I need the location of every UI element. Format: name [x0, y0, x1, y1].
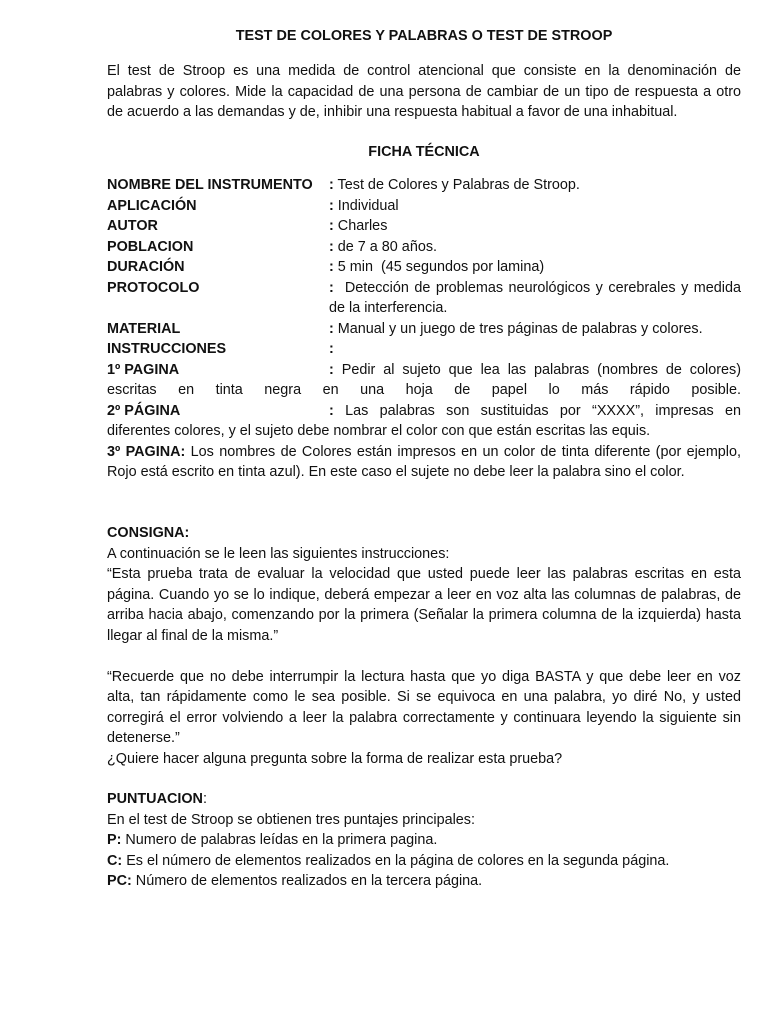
puntuacion-key: PC:: [107, 873, 132, 889]
ficha-colon: :: [329, 361, 334, 378]
intro-paragraph: El test de Stroop es una medida de control atencional que consiste en la denominación de palabras y colores. Mide la capacidad de una persona de cambiar de un tipo de respuesta a otro de acuerdo a las demandas y de, inhibir una respuesta habitual a favor de una inhabitual.: [107, 63, 741, 120]
ficha-row-autor: [107, 216, 741, 237]
ficha-label: DURACIÓN: [107, 259, 185, 275]
puntuacion-text: Número de elementos realizados en la tercera página.: [135, 873, 483, 889]
ficha-label: POBLACION: [107, 238, 194, 255]
ficha-row-poblacion: [107, 237, 741, 258]
puntuacion-heading-line: [107, 789, 741, 810]
ficha-row-duracion: [107, 257, 741, 278]
ficha-value: Pedir al sujeto que lea las palabras (nombres de colores): [341, 361, 741, 378]
ficha-label: NOMBRE DEL INSTRUMENTO: [107, 177, 313, 193]
ficha-label: 2º PÁGINA: [107, 402, 181, 419]
puntuacion-item: [107, 830, 741, 851]
ficha-label: APLICACIÓN: [107, 197, 197, 214]
ficha-colon: :: [329, 259, 334, 275]
ficha-label: PROTOCOLO: [107, 279, 200, 296]
puntuacion-heading-colon: :: [202, 791, 207, 807]
puntuacion-text: Es el número de elementos realizados en la página de colores en la segunda página.: [126, 852, 670, 869]
puntuacion-item: [107, 851, 741, 872]
ficha-value: Manual y un juego de tres páginas de palabras y colores.: [337, 320, 703, 337]
consigna-quote-2: “Recuerde que no debe interrumpir la lectura hasta que yo diga BASTA y que debe leer en voz alta, tan rápidamente como le sea posible. Si se equivoca en una palabra, yo diré No, y usted corregirá el error volviendo a leer la palabra correctamente y continuara leyendo la siguiente sin detenerse.”: [107, 668, 741, 746]
ficha-value: Charles: [337, 218, 388, 234]
consigna-question: ¿Quiere hacer alguna pregunta sobre la forma de realizar esta prueba?: [107, 750, 563, 767]
ficha-value: Detección de problemas neurológicos y cerebrales y medida de la interferencia.: [329, 279, 741, 316]
ficha-colon: :: [329, 279, 334, 296]
ficha-label: 1º PAGINA: [107, 361, 180, 378]
ficha-row-nombre: [107, 175, 741, 196]
ficha-value: Individual: [337, 197, 399, 214]
puntuacion-key: C:: [107, 852, 123, 869]
consigna-lead: A continuación se le leen las siguientes instrucciones:: [107, 545, 450, 562]
ficha-label: 3º PAGINA:: [107, 443, 186, 460]
ficha-tecnica-heading: FICHA TÉCNICA: [368, 144, 480, 160]
ficha-row-protocolo: [107, 278, 741, 319]
ficha-value: Las palabras son sustituidas por “XXXX”, impresas en: [345, 402, 741, 419]
consigna-section: [107, 523, 741, 769]
puntuacion-section: [107, 789, 741, 892]
ficha-colon: :: [329, 402, 334, 419]
ficha-label: MATERIAL: [107, 320, 181, 337]
ficha-value: 5 min (45 segundos por lamina): [337, 259, 545, 275]
ficha-row-material: [107, 319, 741, 340]
consigna-quote-1: “Esta prueba trata de evaluar la velocidad que usted puede leer las palabras escritas en esta página. Cuando yo se lo indique, deberá empezar a leer en voz alta las columnas de palabras, de arriba hacia abajo, comenzando por la primera (Señalar la primera columna de la izquierda) hasta llegar al final de la misma.”: [107, 566, 741, 644]
ficha-tecnica: [107, 175, 741, 483]
ficha-value-continuation: diferentes colores, y el sujeto debe nombrar el color con que están escritas las equis.: [107, 423, 651, 439]
ficha-label: AUTOR: [107, 218, 158, 234]
puntuacion-key: P:: [107, 832, 122, 848]
document-title: TEST DE COLORES Y PALABRAS O TEST DE STROOP: [235, 28, 613, 44]
ficha-colon: :: [329, 320, 334, 337]
ficha-value: de 7 a 80 años.: [337, 238, 438, 255]
ficha-value: Test de Colores y Palabras de Stroop.: [337, 177, 580, 193]
ficha-colon: :: [329, 238, 334, 255]
ficha-value-continuation: escritas en tinta negra en una hoja de papel lo más rápido posible.: [107, 382, 741, 398]
spacer: [107, 646, 741, 667]
ficha-row-instrucciones: [107, 339, 741, 360]
ficha-colon: :: [329, 341, 334, 357]
ficha-colon: :: [329, 218, 334, 234]
ficha-row-pagina2: [107, 401, 741, 422]
puntuacion-text: Numero de palabras leídas en la primera pagina.: [125, 832, 438, 848]
puntuacion-lead: En el test de Stroop se obtienen tres puntajes principales:: [107, 811, 475, 828]
puntuacion-heading: PUNTUACION: [107, 791, 203, 807]
puntuacion-item: [107, 871, 741, 892]
ficha-colon: :: [329, 177, 334, 193]
ficha-row-pagina3: [107, 442, 741, 483]
ficha-row-aplicacion: [107, 196, 741, 217]
ficha-value: Los nombres de Colores están impresos en un color de tinta diferente (por ejemplo, Rojo está escrito en tinta azul). En este caso el sujete no debe leer la palabra sino el color.: [107, 443, 742, 480]
ficha-label: INSTRUCCIONES: [107, 341, 227, 357]
consigna-heading: CONSIGNA:: [107, 525, 190, 541]
ficha-colon: :: [329, 197, 334, 214]
ficha-row-pagina1: [107, 360, 741, 381]
